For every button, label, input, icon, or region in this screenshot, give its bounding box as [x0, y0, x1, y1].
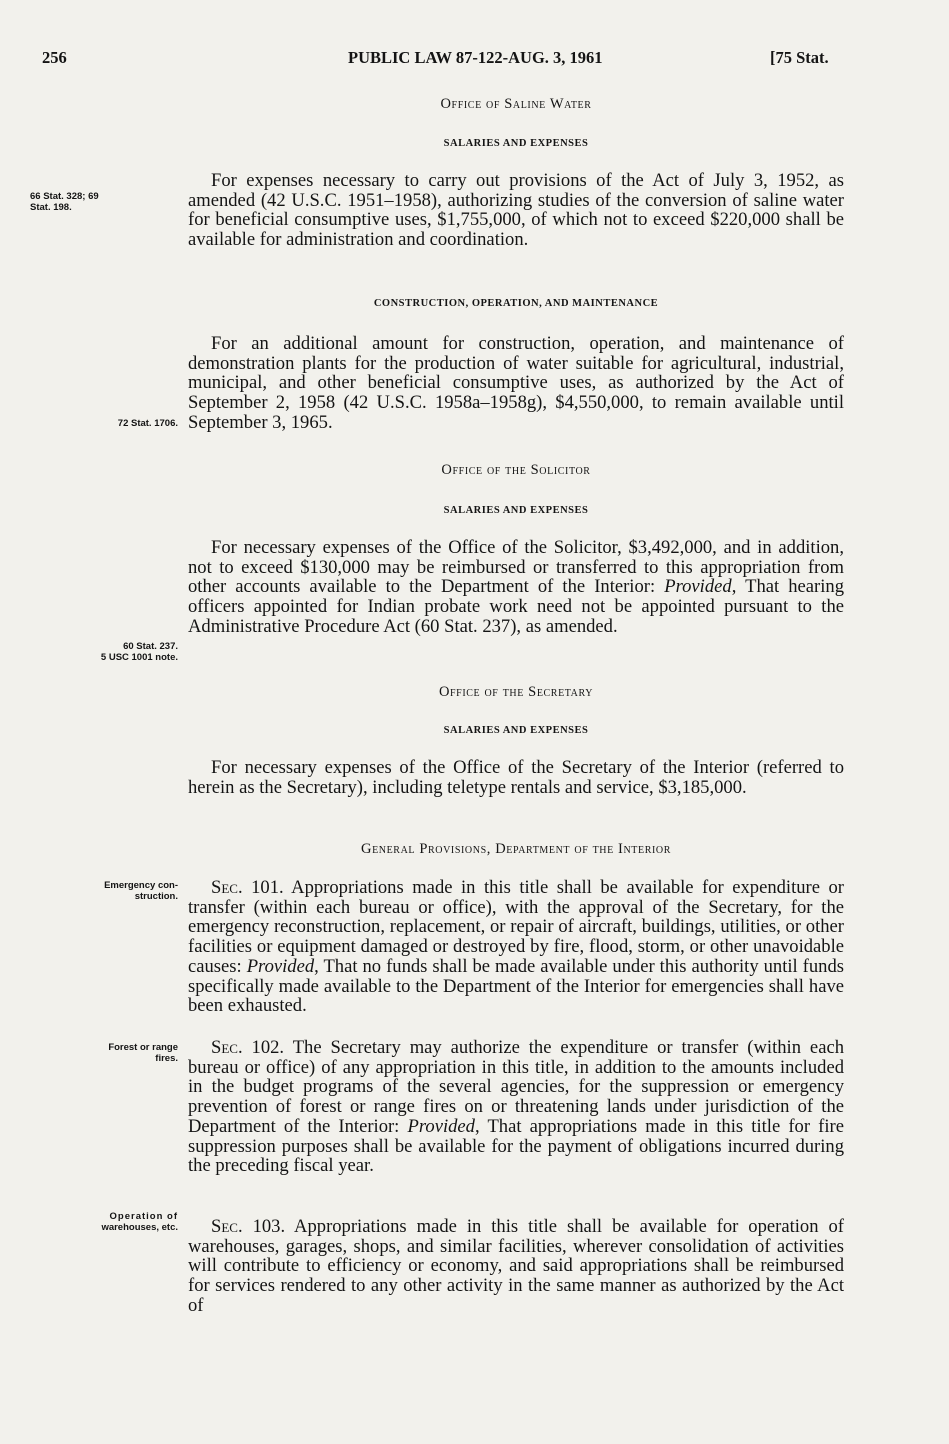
page-number: 256 — [42, 48, 67, 67]
margin-note-line: fires. — [155, 1053, 178, 1064]
margin-note-line: struction. — [134, 891, 178, 902]
margin-note-line: Emergency con- — [104, 880, 178, 891]
margin-note-line: 72 Stat. 1706. — [117, 418, 178, 429]
section-label: Sec. 101. — [211, 877, 284, 898]
subheading-salaries-expenses: SALARIES AND EXPENSES — [443, 725, 589, 736]
margin-note-warehouses — [30, 1211, 178, 1233]
paragraph-secretary: For necessary expenses of the Office of the Secretary of the Interior (referred to herein as the Secretary), including teletype rentals and service, $3,185,000. — [188, 757, 844, 798]
margin-note-emergency-construction — [30, 880, 178, 902]
margin-note-line: Operation of — [109, 1211, 178, 1222]
paragraph-text: Appropriations made in this title shall be available for expenditure or transfer (within each bureau or office), with the approval of the Secretary, for the emergency reconstruction, replacement, or repair of aircraft, buildings, utilities, or other facilities or equipment damaged or destroyed by fire, flood, storm, or other unavoidable causes: — [188, 877, 844, 977]
paragraph-saline-salaries: For expenses necessary to carry out provisions of the Act of July 3, 1952, as amended (42 U.S.C. 1951–1958), authorizing studies of the conversion of saline water for beneficial consumptive uses, $1,755,000, of which not to exceed $220,000 shall be available for administration and coordination. — [188, 170, 844, 251]
section-label: Sec. 102. — [211, 1037, 285, 1058]
paragraph-text: , That no funds shall be made available under this authority until funds specifically made available to the Department of the Interior for emergencies shall have been exhausted. — [188, 955, 845, 1017]
paragraph-saline-construction: For an additional amount for construction, operation, and maintenance of demonstration plants for the production of water suitable for agricultural, industrial, municipal, and other beneficial consumptive uses, as authorized by the Act of September 2, 1958 (42 U.S.C. 1958a–1958g), $4,550,000, to remain available until September 3, 1965. — [188, 333, 844, 433]
paragraph-sec-103 — [188, 1217, 844, 1316]
provided-italic: Provided — [407, 1115, 475, 1137]
subheading-salaries-expenses: SALARIES AND EXPENSES — [443, 138, 589, 149]
section-label: Sec. 103. — [211, 1216, 286, 1237]
paragraph-sec-102 — [188, 1038, 844, 1176]
margin-note-line: Forest or range — [108, 1042, 178, 1053]
margin-note-line: 66 Stat. 328; 69 — [30, 191, 99, 202]
section-title-solicitor: Office of the Solicitor — [441, 462, 591, 478]
margin-note-line: warehouses, etc. — [101, 1222, 178, 1233]
subheading-construction: CONSTRUCTION, OPERATION, AND MAINTENANCE — [373, 298, 659, 309]
margin-note-line: 60 Stat. 237. — [123, 641, 178, 652]
paragraph-solicitor — [188, 538, 844, 637]
section-title-secretary: Office of the Secretary — [438, 684, 594, 700]
margin-note-stat-reference — [30, 191, 178, 213]
law-title: PUBLIC LAW 87-122-AUG. 3, 1961 — [348, 48, 603, 67]
margin-note-line: Stat. 198. — [30, 202, 72, 213]
paragraph-text: , That hearing officers appointed for Indian probate work need not be appointed pursuant to the Administrative Procedure Act (60 Stat. 237), as amended. — [188, 576, 845, 637]
provided-italic: Provided — [246, 955, 315, 977]
statute-reference: [75 Stat. — [770, 48, 829, 67]
paragraph-text: Appropriations made in this title shall be available for operation of warehouses, garages, shops, and similar facilities, wherever consolidation of activities will contribute to efficiency or economy, and said appropriations shall be reimbursed for services rendered to any other activity in the same manner as authorized by the Act of — [188, 1216, 844, 1316]
paragraph-text: For necessary expenses of the Office of the Solicitor, $3,492,000, and in addition, not to exceed $130,000 may be reimbursed or transferred to this appropriation from other accounts available to the Department of the Interior: — [188, 537, 844, 598]
paragraph-text: The Secretary may authorize the expenditure or transfer (within each bureau or office) of any appropriation in this title, in addition to the amounts included in the budget programs of the several agencies, for the suppression or emergency prevention of forest or range fires on or threatening lands under jurisdiction of the Department of the Interior: — [188, 1037, 844, 1137]
section-title-saline-water: Office of Saline Water — [440, 96, 592, 112]
paragraph-text: , That appropriations made in this title for fire suppression purposes shall be available for the payment of obligations incurred during the preceding fiscal year. — [188, 1115, 844, 1177]
subheading-salaries-expenses: SALARIES AND EXPENSES — [443, 505, 589, 516]
margin-note-stat-reference — [30, 641, 178, 663]
section-title-general-provisions: General Provisions, Department of the Interior — [361, 841, 671, 857]
margin-note-line: 5 USC 1001 note. — [100, 652, 178, 663]
margin-note-stat-reference — [30, 418, 178, 429]
paragraph-sec-101 — [188, 878, 844, 1016]
margin-note-forest-range-fires — [30, 1042, 178, 1064]
running-head — [42, 48, 842, 74]
provided-italic: Provided — [664, 576, 732, 598]
